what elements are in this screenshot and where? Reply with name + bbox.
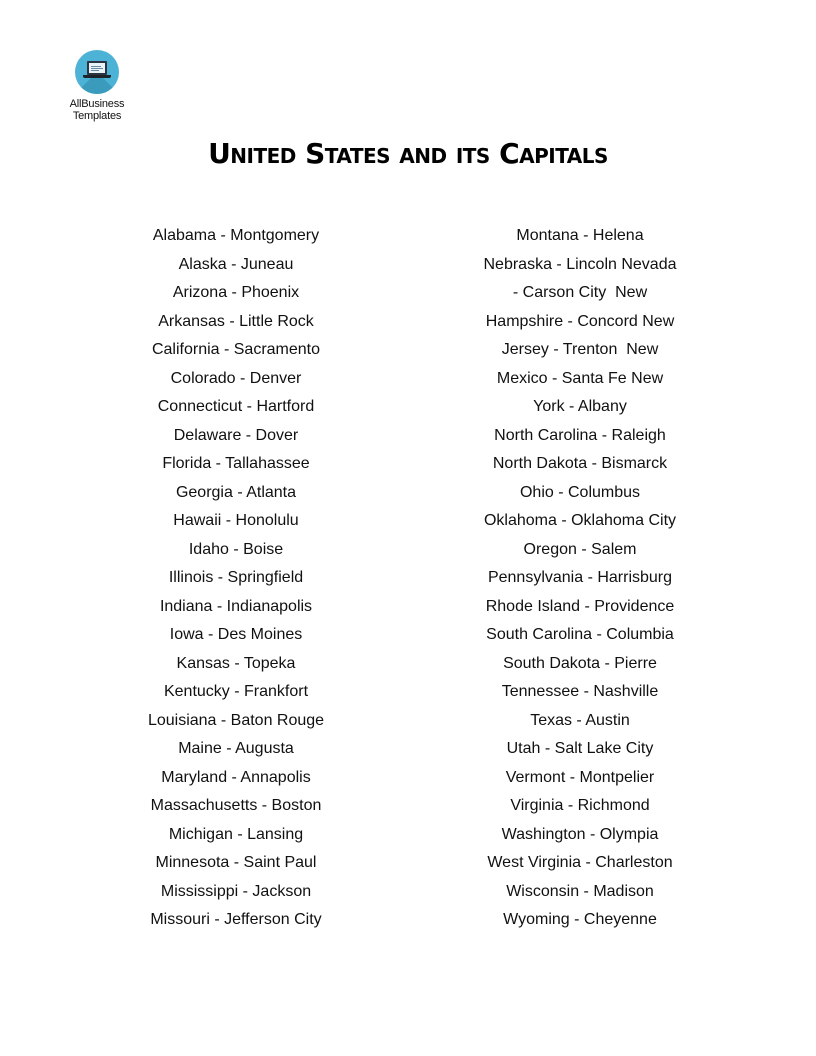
list-item: Colorado - Denver	[170, 369, 302, 387]
list-item: Maine - Augusta	[178, 740, 294, 757]
list-item: Arizona - Phoenix	[172, 284, 300, 301]
list-item: Jersey - Trenton New	[501, 341, 659, 358]
list-item: Utah - Salt Lake City	[506, 740, 654, 757]
list-item: Illinois - Springfield	[168, 569, 304, 586]
list-item: Michigan - Lansing	[168, 825, 304, 843]
list-item: California - Sacramento	[151, 341, 321, 358]
list-item: Louisiana - Baton Rouge	[147, 711, 325, 729]
logo-text-line2: Templates	[72, 110, 122, 122]
list-item: Montana - Helena	[516, 227, 644, 244]
list-item: Connecticut - Hartford	[157, 398, 315, 415]
list-item: Hawaii - Honolulu	[173, 512, 299, 529]
allbusiness-templates-logo	[60, 50, 134, 122]
list-item: Minnesota - Saint Paul	[155, 854, 317, 871]
list-item: Pennsylvania - Harrisburg	[487, 569, 673, 586]
list-item: West Virginia - Charleston	[487, 854, 673, 871]
list-item: York - Albany	[533, 398, 627, 415]
list-item: Texas - Austin	[530, 711, 630, 729]
list-item: Alabama - Montgomery	[152, 227, 320, 244]
list-item: Wisconsin - Madison	[506, 882, 654, 900]
list-item: Missouri - Jefferson City	[150, 911, 322, 928]
list-item: Mississippi - Jackson	[160, 882, 312, 900]
list-item: Hampshire - Concord New	[485, 312, 675, 330]
list-item: Kentucky - Frankfort	[163, 683, 309, 700]
list-item: South Dakota - Pierre	[503, 654, 657, 672]
list-item: Iowa - Des Moines	[169, 626, 303, 643]
list-item: South Carolina - Columbia	[486, 626, 674, 643]
list-item: Massachusetts - Boston	[150, 797, 322, 814]
list-item: Arkansas - Little Rock	[158, 312, 314, 330]
list-item: Delaware - Dover	[173, 426, 299, 444]
list-item: North Dakota - Bismarck	[492, 455, 668, 472]
list-item: Kansas - Topeka	[176, 654, 296, 672]
list-item: Maryland - Annapolis	[161, 768, 311, 786]
list-item: Indiana - Indianapolis	[159, 597, 313, 615]
states-column-left	[76, 222, 396, 935]
list-item: Rhode Island - Providence	[485, 597, 675, 615]
logo-text-line1: AllBusiness	[69, 98, 125, 110]
list-item: Florida - Tallahassee	[162, 455, 310, 472]
list-item: Virginia - Richmond	[510, 797, 650, 814]
list-item: Georgia - Atlanta	[175, 483, 297, 501]
page-title: United States and its Capitals	[208, 137, 608, 170]
list-item: Vermont - Montpelier	[505, 768, 655, 786]
list-item: Oklahoma - Oklahoma City	[483, 512, 677, 529]
list-item: Idaho - Boise	[188, 540, 284, 558]
states-column-right	[420, 222, 740, 935]
list-item: Oregon - Salem	[523, 540, 637, 558]
list-item: Ohio - Columbus	[519, 483, 641, 501]
list-item: Alaska - Juneau	[178, 255, 294, 273]
list-item: Washington - Olympia	[501, 825, 659, 843]
list-item: Nebraska - Lincoln Nevada	[483, 255, 677, 273]
laptop-icon	[75, 50, 119, 94]
list-item: - Carson City New	[512, 284, 648, 301]
list-item: North Carolina - Raleigh	[494, 426, 666, 444]
list-item: Tennessee - Nashville	[501, 683, 659, 700]
list-item: Wyoming - Cheyenne	[503, 911, 657, 928]
list-item: Mexico - Santa Fe New	[496, 369, 664, 387]
